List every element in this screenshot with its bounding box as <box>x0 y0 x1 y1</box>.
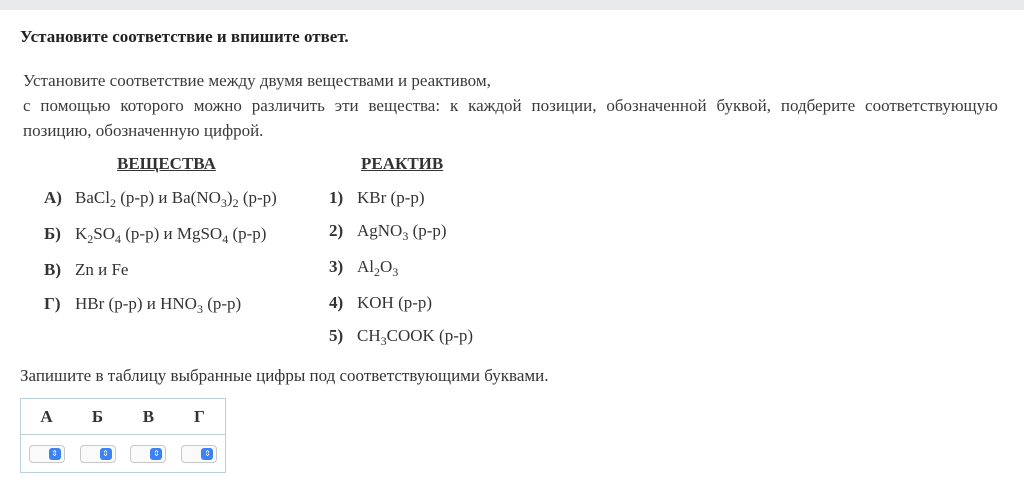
substance-label: В) <box>44 260 61 279</box>
reagent-label: 3) <box>329 257 344 276</box>
reagent-formula: KBr (р-р) <box>357 188 425 207</box>
answer-select-a[interactable] <box>29 445 65 463</box>
updown-chevron-icon: ⇕ <box>201 448 213 460</box>
substance-formula: $K_2SO_4$ (р-р) и MgSO$_4$ (р-р) <box>75 224 267 246</box>
reagent-formula: KOH (р-р) <box>357 293 433 312</box>
substance-row-a <box>44 188 277 208</box>
answer-column-g: Г <box>174 399 226 435</box>
reagent-row-4 <box>329 293 432 313</box>
intro-line-2: с помощью которого можно различить эти вещества: к каждой позиции, обозначенной буквой, подберите соответствующую <box>23 96 998 115</box>
substance-row-v <box>44 260 128 280</box>
answer-select-b[interactable] <box>80 445 116 463</box>
answer-table <box>20 398 226 473</box>
reagent-formula: AgNO$_3$ (р-р) <box>357 221 447 243</box>
substance-formula: BaCl$_2$ (р-р) и $Ba(NO_3)_2$ (р-р) <box>75 188 277 210</box>
intro-line-1: Установите соответствие между двумя веществами и реактивом, <box>23 71 491 90</box>
answer-column-a: А <box>21 399 73 435</box>
updown-chevron-icon: ⇕ <box>49 448 61 460</box>
updown-chevron-icon: ⇕ <box>100 448 112 460</box>
answer-instruction: Запишите в таблицу выбранные цифры под соответствующими буквами. <box>20 366 549 385</box>
substance-formula: Zn и Fe <box>75 260 129 279</box>
reagents-header: РЕАКТИВ <box>361 154 444 173</box>
intro-line-3: позицию, обозначенную цифрой. <box>23 121 264 140</box>
reagent-label: 5) <box>329 326 344 345</box>
answer-select-g[interactable] <box>181 445 217 463</box>
updown-chevron-icon: ⇕ <box>150 448 162 460</box>
answer-select-row <box>21 435 226 473</box>
answer-column-v: В <box>123 399 174 435</box>
substance-row-b <box>44 224 266 244</box>
task-intro <box>23 68 998 143</box>
reagent-label: 2) <box>329 221 344 240</box>
answer-column-b: Б <box>72 399 123 435</box>
top-bar <box>0 0 1024 10</box>
answer-header-row <box>21 399 226 435</box>
substance-label: Б) <box>44 224 61 243</box>
substance-formula: HBr (р-р) и $HNO_3$ (р-р) <box>75 294 242 316</box>
substance-label: Г) <box>44 294 61 313</box>
substances-header: ВЕЩЕСТВА <box>117 154 216 173</box>
reagent-row-2 <box>329 221 447 241</box>
task-title: Установите соответствие и впишите ответ. <box>20 27 349 46</box>
answer-select-v[interactable] <box>130 445 166 463</box>
reagent-label: 4) <box>329 293 344 312</box>
substance-row-g <box>44 294 241 314</box>
reagent-formula: $CH_3COOK$ (р-р) <box>357 326 474 348</box>
reagent-formula: $Al_2O_3$ <box>357 257 399 279</box>
substance-label: А) <box>44 188 62 207</box>
reagent-row-3 <box>329 257 398 277</box>
reagent-row-5 <box>329 326 473 346</box>
reagent-row-1 <box>329 188 425 208</box>
reagent-label: 1) <box>329 188 344 207</box>
